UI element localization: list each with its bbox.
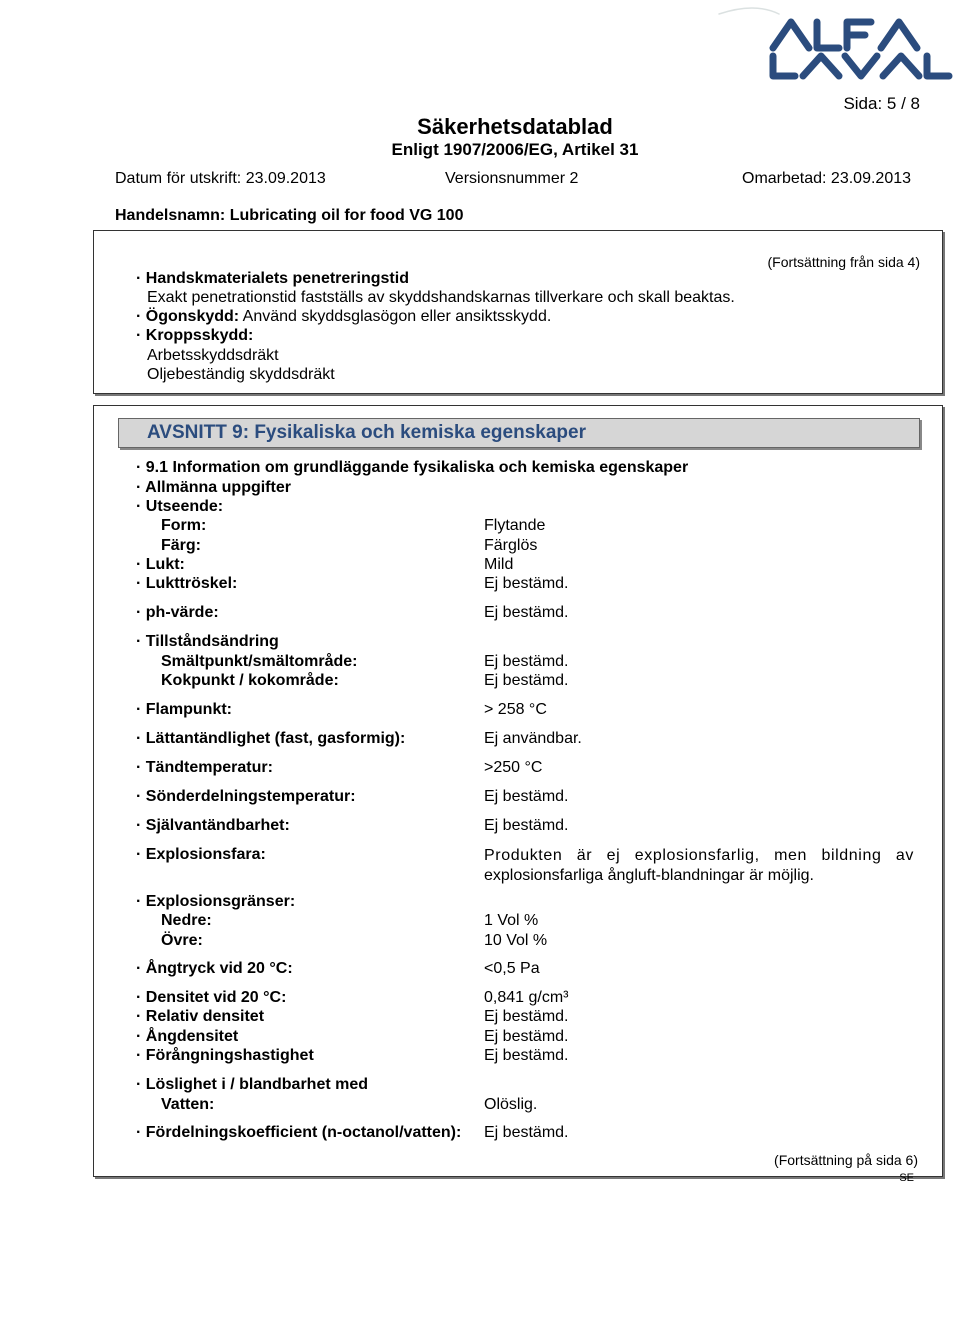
body-label: · Kroppsskydd: (136, 327, 254, 344)
continued-from: (Fortsättning från sida 4) (767, 254, 920, 270)
explosion-danger-line-1: Produkten är ej explosionsfarlig, men bildning av (484, 847, 914, 864)
ph-value: Ej bestämd. (484, 604, 569, 621)
ignition-label: · Tändtemperatur: (136, 759, 273, 776)
language-code: SE (899, 1172, 914, 1184)
section-header (118, 418, 920, 448)
boiling-value: Ej bestämd. (484, 672, 569, 689)
lower-limit-value: 1 Vol % (484, 912, 539, 929)
density-label: · Densitet vid 20 °C: (136, 989, 287, 1006)
state-change-label: · Tillståndsändring (136, 633, 279, 650)
color-value: Färglös (484, 537, 538, 554)
water-value: Olöslig. (484, 1096, 538, 1113)
print-date: Datum för utskrift: 23.09.2013 (115, 170, 326, 187)
document-title: Säkerhetsdatablad (417, 114, 613, 139)
boiling-label: Kokpunkt / kokområde: (161, 672, 339, 689)
lower-limit-label: Nedre: (161, 912, 212, 929)
info-label: · 9.1 Information om grundläggande fysikaliska och kemiska egenskaper (136, 459, 689, 476)
vapor-pressure-value: <0,5 Pa (484, 960, 540, 977)
vapor-density-value: Ej bestämd. (484, 1028, 569, 1045)
continued-to: (Fortsättning på sida 6) (774, 1152, 918, 1168)
explosion-danger-line-2: explosionsfarliga ångluft-blandningar är möjlig. (484, 867, 814, 884)
page-number: Sida: 5 / 8 (843, 94, 920, 113)
explosion-danger-value (484, 846, 914, 886)
form-label: Form: (161, 517, 207, 534)
relative-density-value: Ej bestämd. (484, 1008, 569, 1025)
form-value: Flytande (484, 517, 546, 534)
body-item-2: Oljebeständig skyddsdräkt (147, 366, 335, 383)
document-subtitle: Enligt 1907/2006/EG, Artikel 31 (391, 140, 639, 159)
self-ignition-value: Ej bestämd. (484, 817, 569, 834)
density-value: 0,841 g/cm³ (484, 989, 569, 1006)
color-label: Färg: (161, 537, 201, 554)
explosion-danger-label: · Explosionsfara: (136, 846, 266, 863)
upper-limit-label: Övre: (161, 932, 203, 949)
explosion-limits-label: · Explosionsgränser: (136, 893, 296, 910)
vapor-density-label: · Ångdensitet (136, 1028, 239, 1045)
vapor-pressure-label: · Ångtryck vid 20 °C: (136, 960, 293, 977)
revision-date: Omarbetad: 23.09.2013 (742, 170, 912, 187)
appearance-label: · Utseende: (136, 498, 224, 515)
flash-point-value: > 258 °C (484, 701, 547, 718)
flammability-value: Ej användbar. (484, 730, 582, 747)
partition-label: · Fördelningskoefficient (n-octanol/vatten): (136, 1124, 462, 1141)
odor-threshold-value: Ej bestämd. (484, 575, 569, 592)
odor-label: · Lukt: (136, 556, 185, 573)
trade-name: Handelsnamn: Lubricating oil for food VG 100 (115, 207, 464, 224)
solubility-label: · Löslighet i / blandbarhet med (136, 1076, 369, 1093)
upper-limit-value: 10 Vol % (484, 932, 548, 949)
melting-value: Ej bestämd. (484, 653, 569, 670)
odor-threshold-label: · Lukttröskel: (136, 575, 238, 592)
evaporation-value: Ej bestämd. (484, 1047, 569, 1064)
glove-label: · Handskmaterialets penetreringstid (136, 270, 409, 287)
general-label: · Allmänna uppgifter (136, 479, 291, 496)
evaporation-label: · Förångningshastighet (136, 1047, 314, 1064)
relative-density-label: · Relativ densitet (136, 1008, 265, 1025)
glove-text: Exakt penetrationstid fastställs av skyddshandskarnas tillverkare och skall beaktas. (147, 289, 735, 306)
ignition-value: >250 °C (484, 759, 543, 776)
eye-label: · Ögonskydd: (136, 308, 240, 325)
alfa-laval-logo (715, 4, 955, 82)
version-number: Versionsnummer 2 (445, 170, 579, 187)
flash-point-label: · Flampunkt: (136, 701, 232, 718)
melting-label: Smältpunkt/smältområde: (161, 653, 358, 670)
eye-protection (136, 308, 551, 326)
ph-label: · ph-värde: (136, 604, 219, 621)
odor-value: Mild (484, 556, 514, 573)
self-ignition-label: · Självantändbarhet: (136, 817, 290, 834)
decomposition-value: Ej bestämd. (484, 788, 569, 805)
partition-value: Ej bestämd. (484, 1124, 569, 1141)
decomposition-label: · Sönderdelningstemperatur: (136, 788, 356, 805)
eye-text: Använd skyddsglasögon eller ansiktsskydd. (239, 308, 552, 325)
body-item-1: Arbetsskyddsdräkt (147, 347, 279, 364)
section-title: AVSNITT 9: Fysikaliska och kemiska egenskaper (147, 422, 586, 443)
flammability-label: · Lättantändlighet (fast, gasformig): (136, 730, 406, 747)
water-label: Vatten: (161, 1096, 215, 1113)
